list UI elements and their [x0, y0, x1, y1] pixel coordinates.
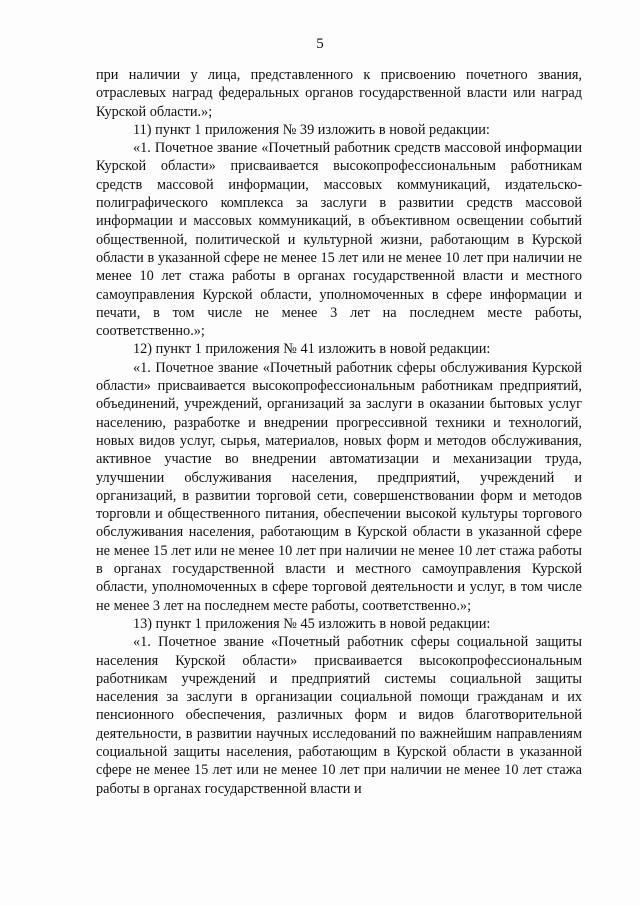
paragraph-continuation: при наличии у лица, представленного к присвоению почетного звания, отраслевых наград федеральных органов государственной власти или наград Курской области.»; [96, 67, 582, 120]
paragraph-item-13-text: «1. Почетное звание «Почетный работник сферы социальной защиты населения Курской области» присваивается высокопрофессиональным работникам учреждений и предприятий системы социальной защиты населения за заслуги в организации социальной помощи гражданам и их пенсионного обеспечения, различных форм и видов благотворительной деятельности, в развитии научных исследований по важнейшим направлениям социальной защиты населения, работающим в Курской области в указанной сфере не менее 15 лет или не менее 10 лет при наличии не менее 10 лет стажа работы в органах государственной власти и [96, 634, 582, 797]
paragraph-item-12-text: «1. Почетное звание «Почетный работник сферы обслуживания Курской области» присваивается высокопрофессиональным работникам предприятий, объединений, учреждений, организаций за заслуги в оказании бытовых услуг населению, разработке и внедрении прогрессивной техники и технологий, новых видов услуг, сырья, материалов, новых форм и методов обслуживания, активное участие во внедрении автоматизации и механизации труда, улучшении обслуживания населения, предприятий, учреждений и организаций, в развитии торговой сети, совершенствовании форм и методов торговли и общественного питания, обеспечении высокой культуры торгового обслуживания населения, работающим в Курской области в указанной сфере не менее 15 лет или не менее 10 лет при наличии не менее 10 лет стажа работы в органах государственной власти и местного самоуправления Курской области, уполномоченных в сфере торговой деятельности и услуг, в том числе не менее 3 лет на последнем месте работы, соответственно.»; [96, 359, 582, 614]
document-body [96, 66, 582, 798]
paragraph-item-12-heading: 12) пункт 1 приложения № 41 изложить в новой редакции: [133, 341, 491, 358]
paragraph-item-11-text: «1. Почетное звание «Почетный работник средств массовой информации Курской области» присваивается высокопрофессиональным работникам средств массовой информации, массовых коммуникаций, издательско-полиграфического комплекса за заслуги в развитии средств массовой информации и массовых коммуникаций, в объективном освещении событий общественной, политической и культурной жизни, работающим в Курской области в указанной сфере не менее 15 лет или не менее 10 лет при наличии не менее 10 лет стажа работы в органах государственной власти и местного самоуправления Курской области, уполномоченных в сфере информации и печати, в том числе не менее 3 лет на последнем месте работы, соответственно.»; [96, 140, 582, 340]
paragraph-item-11-heading: 11) пункт 1 приложения № 39 изложить в новой редакции: [133, 121, 490, 138]
page-number: 5 [316, 36, 324, 52]
paragraph-item-13-heading: 13) пункт 1 приложения № 45 изложить в новой редакции: [133, 615, 491, 632]
